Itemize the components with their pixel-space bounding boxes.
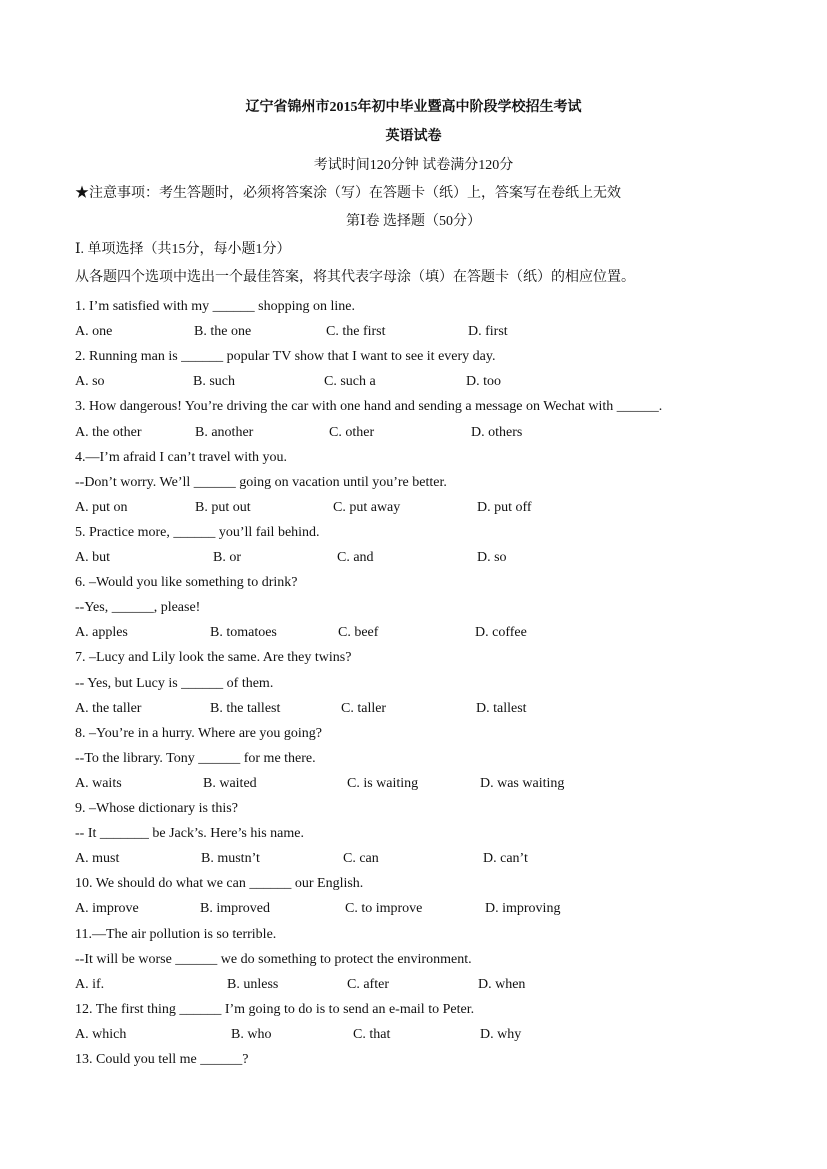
- question-10-option-d: D. improving: [485, 901, 561, 916]
- question-11-text: --It will be worse ______ we do something to protect the environment.: [75, 952, 472, 967]
- question-1-option-d: D. first: [468, 324, 508, 339]
- section-heading: Ⅰ. 单项选择（共15分，每小题1分）: [75, 242, 291, 257]
- question-6-option-b: B. tomatoes: [210, 625, 277, 640]
- question-10-text: 10. We should do what we can ______ our English.: [75, 876, 364, 891]
- question-7-option-a: A. the taller: [75, 701, 142, 716]
- question-4-option-c: C. put away: [333, 500, 401, 515]
- question-1-text: 1. I’m satisfied with my ______ shopping on line.: [75, 299, 355, 314]
- question-8-option-a: A. waits: [75, 776, 122, 791]
- question-2-option-d: D. too: [466, 374, 501, 389]
- question-11-option-c: C. after: [347, 977, 389, 992]
- question-7-option-d: D. tallest: [476, 701, 527, 716]
- question-6-option-a: A. apples: [75, 625, 128, 640]
- question-8-option-c: C. is waiting: [347, 776, 419, 791]
- question-7-text: 7. –Lucy and Lily look the same. Are they twins?: [75, 650, 352, 665]
- question-3-option-b: B. another: [195, 425, 254, 440]
- question-4-text: --Don’t worry. We’ll ______ going on vacation until you’re better.: [75, 475, 447, 490]
- question-6-text: 6. –Would you like something to drink?: [75, 575, 298, 590]
- question-12-option-c: C. that: [353, 1027, 391, 1042]
- question-7-option-b: B. the tallest: [210, 701, 281, 716]
- question-5-option-a: A. but: [75, 550, 110, 565]
- question-2-option-a: A. so: [75, 374, 105, 389]
- question-12-text: 12. The first thing ______ I’m going to do is to send an e-mail to Peter.: [75, 1002, 475, 1017]
- question-1-option-a: A. one: [75, 324, 113, 339]
- question-8-option-d: D. was waiting: [480, 776, 565, 791]
- question-6-option-c: C. beef: [338, 625, 379, 640]
- question-12-option-d: D. why: [480, 1027, 522, 1042]
- question-9-text: -- It _______ be Jack’s. Here’s his name.: [75, 826, 304, 841]
- question-11-option-d: D. when: [478, 977, 526, 992]
- question-11-text: 11.—The air pollution is so terrible.: [75, 927, 277, 942]
- question-5-option-d: D. so: [477, 550, 507, 565]
- question-4-option-b: B. put out: [195, 500, 251, 515]
- question-1-option-b: B. the one: [194, 324, 252, 339]
- question-12-option-b: B. who: [231, 1027, 272, 1042]
- question-6-text: --Yes, ______, please!: [75, 600, 201, 615]
- question-5-option-b: B. or: [213, 550, 241, 565]
- question-2-option-c: C. such a: [324, 374, 376, 389]
- exam-subject: 英语试卷: [385, 129, 442, 144]
- question-8-text: 8. –You’re in a hurry. Where are you going?: [75, 726, 323, 741]
- question-2-text: 2. Running man is ______ popular TV show that I want to see it every day.: [75, 349, 496, 364]
- question-10-option-b: B. improved: [200, 901, 270, 916]
- question-3-option-d: D. others: [471, 425, 523, 440]
- question-9-option-d: D. can’t: [483, 851, 528, 866]
- question-3-option-a: A. the other: [75, 425, 142, 440]
- question-9-option-c: C. can: [343, 851, 379, 866]
- part-title: 第Ⅰ卷 选择题（50分）: [345, 214, 482, 229]
- question-2-option-b: B. such: [193, 374, 235, 389]
- question-6-option-d: D. coffee: [475, 625, 527, 640]
- question-3-option-c: C. other: [329, 425, 375, 440]
- question-3-text: 3. How dangerous! You’re driving the car with one hand and sending a message on Wechat with ______.: [75, 399, 663, 414]
- question-10-option-c: C. to improve: [345, 901, 423, 916]
- section-instruction: 从各题四个选项中选出一个最佳答案，将其代表字母涂（填）在答题卡（纸）的相应位置。: [75, 270, 635, 285]
- question-9-option-a: A. must: [75, 851, 120, 866]
- exam-notice: ★注意事项：考生答题时，必须将答案涂（写）在答题卡（纸）上，答案写在卷纸上无效: [75, 186, 621, 201]
- question-12-option-a: A. which: [75, 1027, 127, 1042]
- exam-title: 辽宁省锦州市2015年初中毕业暨高中阶段学校招生考试: [245, 100, 582, 115]
- question-8-option-b: B. waited: [203, 776, 257, 791]
- question-4-option-a: A. put on: [75, 500, 128, 515]
- question-5-text: 5. Practice more, ______ you’ll fail behind.: [75, 525, 320, 540]
- question-7-text: -- Yes, but Lucy is ______ of them.: [75, 676, 274, 691]
- question-4-option-d: D. put off: [477, 500, 532, 515]
- question-11-option-a: A. if.: [75, 977, 105, 992]
- question-4-text: 4.—I’m afraid I can’t travel with you.: [75, 450, 288, 465]
- question-9-text: 9. –Whose dictionary is this?: [75, 801, 238, 816]
- question-5-option-c: C. and: [337, 550, 374, 565]
- question-10-option-a: A. improve: [75, 901, 139, 916]
- question-8-text: --To the library. Tony ______ for me there.: [75, 751, 316, 766]
- question-11-option-b: B. unless: [227, 977, 279, 992]
- question-7-option-c: C. taller: [341, 701, 387, 716]
- question-1-option-c: C. the first: [326, 324, 386, 339]
- exam-time-info: 考试时间120分钟 试卷满分120分: [313, 158, 514, 173]
- question-13-text: 13. Could you tell me ______?: [75, 1052, 249, 1067]
- question-9-option-b: B. mustn’t: [201, 851, 260, 866]
